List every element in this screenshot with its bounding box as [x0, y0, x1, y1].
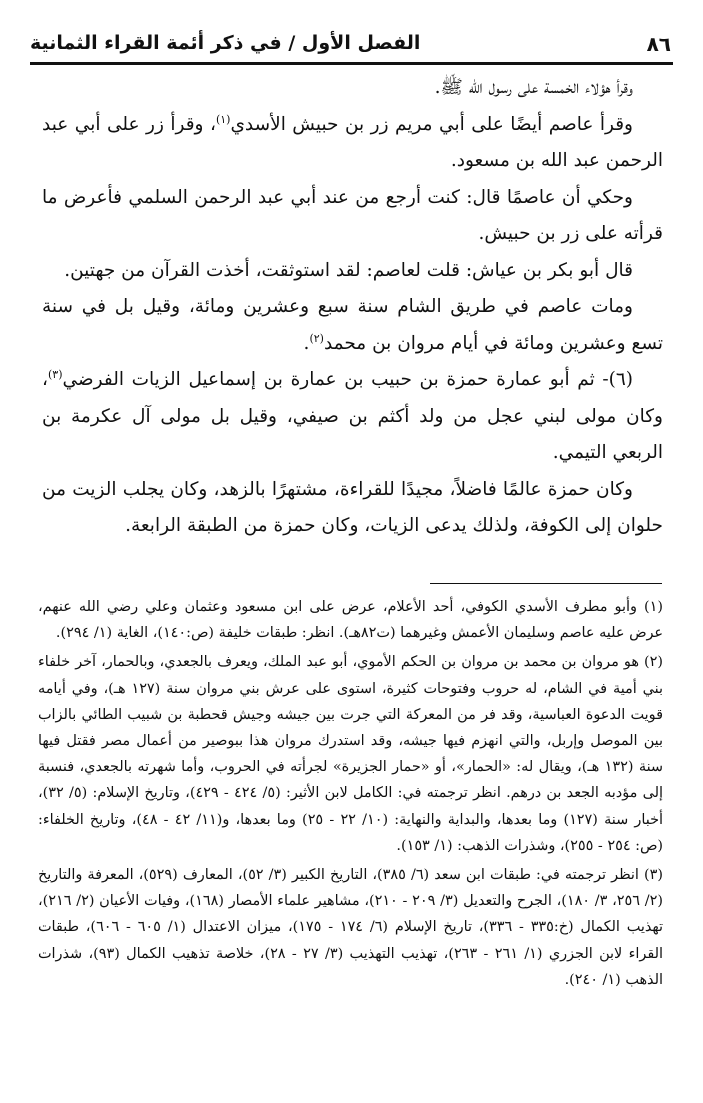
page-number: ٨٦	[646, 32, 671, 56]
footnote-3: (٣) انظر ترجمته في: طبقات ابن سعد (٦/ ٣٨٥)، التاريخ الكبير (٣/ ٥٢)، المعارف (٥٢٩)، المعرفة والتاريخ (٢/ ٢٥٦، ٣/ ١٨٠)، الجرح والتعديل (٣/ ٢٠٩ - ٢١٠)، مشاهير علماء الأمصار (١٦٨)، وفيات الأعيان (٢/ ٢١٦)، تهذيب الكمال (خ:٣٣٥ - ٣٣٦)، تاريخ الإسلام (٦/ ١٧٤ - ١٧٥)، ميزان الاعتدال (١/ ٦٠٥ - ٦٠٦)، طبقات القراء لابن الجزري (١/ ٢٦١ - ٢٦٣)، تهذيب التهذيب (٣/ ٢٧ - ٢٨)، خلاصة تذهيب الكمال (٩٣)، شذرات الذهب (١/ ٢٤٠).	[38, 867, 664, 988]
paragraph-7-text: وكان حمزة عالمًا فاضلاً، مجيدًا للقراءة، مشتهرًا بالزهد، وكان يجلب الزيت من حلوان إلى الكوفة، ولذلك يدعى الزيات، وكان حمزة من الطبقة الرابعة.	[42, 478, 663, 536]
footnote-2: (٢) هو مروان بن محمد بن مروان بن الحكم الأموي، أبو عبد الملك، ويعرف بالجعدي، وبالحمار، آخر خلفاء بني أمية في الشام، له حروب وفتوحات كثيرة، استوى على عرش بني مروان سنة (١٢٧ هـ)، وفي أيامه قويت الدعوة العباسية، وقد فر من المعركة التي جرت بين جيشه وجيش قحطبة بن شبيب الطائي بالزاب بين الموصل وإربل، والتي انهزم فيها جيشه، وقد استدرك مروان هذا ببوصير من أعمال مصر فقتل فيها سنة (١٣٢ هـ)، ويقال له: «الحمار»، أو «حمار الجزيرة» لجرأته في الحروب، وأما شهرته بالجعدي، فنسبة إلى مؤدبه الجعد بن درهم. انظر ترجمته في: الكامل لابن الأثير: (٥/ ٤٢٤ - ٤٢٩)، وتاريخ الإسلام: (٥/ ٣٢)، أخبار سنة (١٢٧) وما بعدها، والبداية والنهاية: (١٠/ ٢٢ - ٢٥) وما بعدها، و(١١/ ٤٢ - ٤٨)، وتاريخ الخلفاء: (ص: ٢٥٤ - ٢٥٥)، وشذرات الذهب: (١/ ١٥٣).	[38, 654, 664, 854]
footnote-1: (١) وأبو مطرف الأسدي الكوفي، أحد الأعلام، عرض على ابن مسعود وعثمان وعلي رضي الله عنهم، عرض عليه عاصم وسليمان الأعمش وغيرهما (ت٨٢هـ). انظر: طبقات خليفة (ص:١٤٠)، الغاية (١/ ٢٩٤).	[38, 599, 663, 642]
paragraph-4-text: قال أبو بكر بن عياش: قلت لعاصم: لقد استوثقت، أخذت القرآن من جهتين.	[64, 259, 633, 281]
paragraph-6	[42, 362, 663, 472]
running-header	[30, 28, 673, 65]
paragraph-3	[42, 180, 663, 253]
paragraph-4	[42, 253, 663, 290]
paragraph-3-text: وحكي أن عاصمًا قال: كنت أرجع من عند أبي عبد الرحمن السلمي فأعرض ما قرأته على زر بن حبيش.	[42, 186, 663, 244]
paragraph-7	[42, 472, 663, 545]
paragraph-1	[42, 70, 663, 107]
footnotes	[38, 594, 663, 996]
paragraph-5-text-a: ومات عاصم في طريق الشام سنة سبع وعشرين ومائة، وقيل بل في سنة تسع وعشرين ومائة في أيام مروان بن محمد	[42, 296, 663, 354]
footnote-ref-3: (٣)	[47, 367, 63, 381]
paragraph-2-text-b: ، وقرأ زر على أبي عبد الرحمن عبد الله بن مسعود.	[42, 113, 663, 171]
main-text	[42, 70, 663, 545]
footnote-ref-2: (٢)	[309, 331, 324, 345]
footnote-separator	[430, 583, 662, 584]
paragraph-6-text-b: ، وكان مولى لبني عجل من ولد أكثم بن صيفي، وقيل بل مولى آل عكرمة بن الربعي التيمي.	[42, 369, 663, 463]
paragraph-2-text-a: وقرأ عاصم أيضًا على أبي مريم زر بن حبيش الأسدي	[230, 113, 633, 135]
paragraph-2	[42, 107, 663, 180]
paragraph-6-text-a: (٦)- ثم أبو عمارة حمزة بن حبيب بن عمارة بن إسماعيل الزيات الفرضي	[62, 369, 633, 390]
header-title: الفصل الأول / في ذكر أئمة القراء الثمانية	[30, 32, 421, 54]
paragraph-5-text-b: .	[303, 332, 310, 354]
paragraph-1-text: وقرأ هؤلاء الخمسة على رسول الله ﷺ.	[434, 77, 633, 98]
footnote-ref-1: (١)	[215, 112, 231, 126]
paragraph-5	[42, 289, 663, 362]
